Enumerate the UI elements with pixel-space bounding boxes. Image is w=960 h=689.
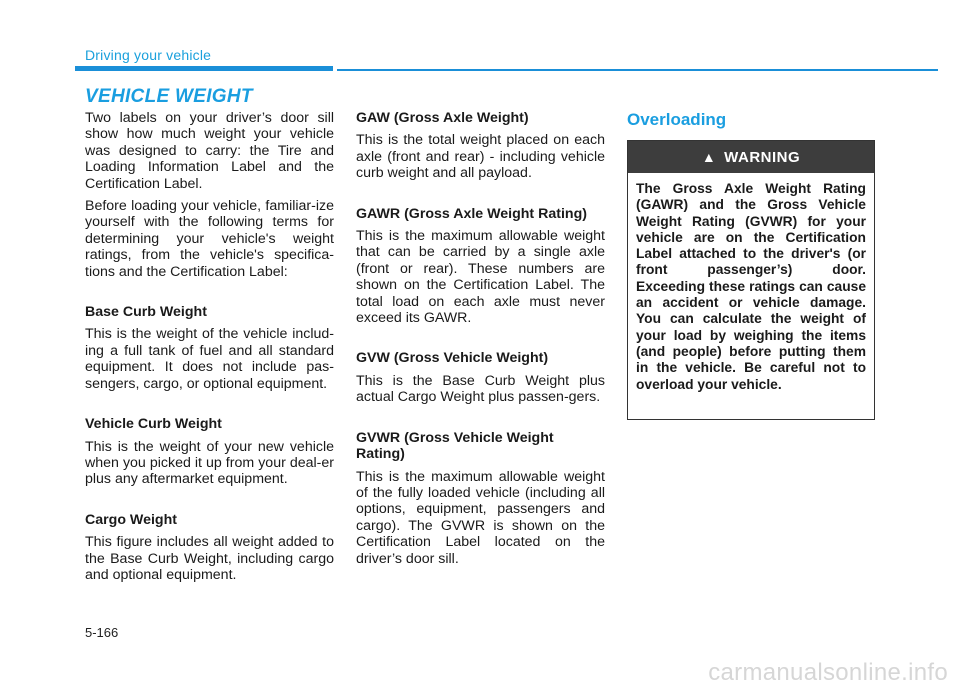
base-curb-weight-text: This is the weight of the vehicle includ-ing a full tank of fuel and all standard equipment. It does not include pas-sengers, cargo, or optional equipment. [85, 326, 334, 392]
column-middle [356, 110, 605, 573]
gawr-text: This is the maximum allowable weight that can be carried by a single axle (front or rear). These numbers are shown on the Certification Label. The total load on each axle must never exceed its GAWR. [356, 228, 605, 327]
cargo-weight-heading: Cargo Weight [85, 511, 177, 528]
warning-text: The Gross Axle Weight Rating (GAWR) and the Gross Vehicle Weight Rating (GVWR) for your vehicle are on the Certification Label attached to the driver's (or front passenger’s) door. Exceeding these ratings can cause an accident or vehicle damage. You can calculate the weight of your load by weighing the items (and people) before putting them in the vehicle. Be careful not to overload your vehicle. [636, 181, 866, 392]
page-number: 5-166 [85, 625, 119, 640]
warning-triangle-icon: ▲ [701, 149, 717, 165]
base-curb-weight-heading: Base Curb Weight [85, 304, 207, 321]
vehicle-curb-weight-heading: Vehicle Curb Weight [85, 416, 222, 433]
gaw-heading: GAW (Gross Axle Weight) [356, 110, 529, 126]
cargo-weight-text: This figure includes all weight added to the Base Curb Weight, including cargo and optional equipment. [85, 534, 334, 583]
gaw-text: This is the total weight placed on each axle (front and rear) - including vehicle curb weight and all payload. [356, 132, 605, 182]
gvw-heading: GVW (Gross Vehicle Weight) [356, 350, 549, 367]
header-rule-thick [75, 66, 333, 71]
gawr-heading: GAWR (Gross Axle Weight Rating) [356, 205, 587, 222]
header-rule-thin [337, 69, 938, 71]
page-title: VEHICLE WEIGHT [85, 86, 253, 107]
gvw-text: This is the Base Curb Weight plus actual Cargo Weight plus passen-gers. [356, 372, 605, 406]
intro-paragraph-2: Before loading your vehicle, familiar-ize yourself with the following terms for determining your vehicle's weight ratings, from the vehicle's specifica-tions and the Certification Label: [85, 198, 334, 280]
watermark: carmanualsonline.info [708, 659, 948, 686]
warning-label: WARNING [724, 148, 801, 166]
section-label: Driving your vehicle [85, 47, 212, 63]
gvwr-text: This is the maximum allowable weight of the fully loaded vehicle (including all options, equipment, passengers and cargo). The GVWR is shown on the Certification Label located on the driver’s door sill. [356, 468, 605, 567]
intro-paragraph-1: Two labels on your driver’s door sill show how much weight your vehicle was designed to carry: the Tire and Loading Information Label and the Certification Label. [85, 110, 334, 192]
warning-box [627, 140, 875, 420]
vehicle-curb-weight-text: This is the weight of your new vehicle when you picked it up from your deal-er plus any aftermarket equipment. [85, 438, 334, 488]
column-left [85, 110, 334, 589]
gvwr-heading: GVWR (Gross Vehicle Weight Rating) [356, 429, 554, 463]
overloading-heading: Overloading [627, 110, 727, 129]
warning-header [628, 141, 874, 173]
